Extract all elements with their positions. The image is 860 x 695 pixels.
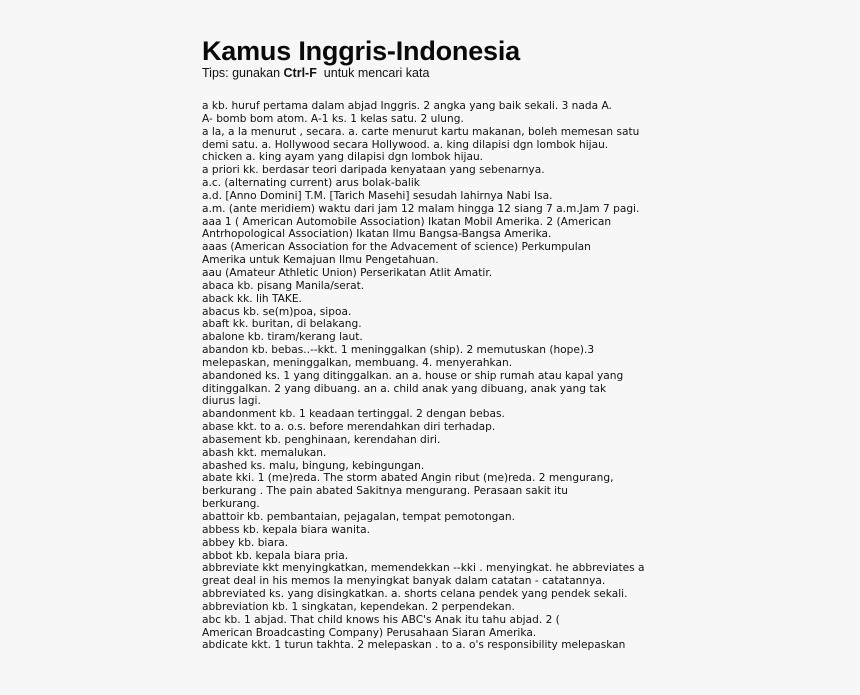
tip-shortcut-key: Ctrl-F	[283, 66, 317, 80]
dictionary-entry	[202, 472, 672, 511]
entry-text-line: abacus kb. se(m)poa, sipoa.	[202, 305, 352, 318]
dictionary-page	[202, 36, 672, 652]
dictionary-entry	[202, 318, 672, 331]
entry-text-line: chicken a. king ayam yang dilapisi dgn lombok hijau.	[202, 151, 484, 164]
page-title: Kamus Inggris-Indonesia	[202, 36, 520, 66]
entry-text-line: abasement kb. penghinaan, kerendahan diri.	[202, 433, 441, 446]
entry-text-line: abbey kb. biara.	[202, 536, 289, 549]
dictionary-entry	[202, 550, 672, 563]
dictionary-entries	[202, 100, 672, 652]
entry-text-line: abandoned ks. 1 yang ditinggalkan. an a. house or ship rumah atau kapal yang	[202, 369, 624, 382]
entry-text-line: aback kk. lih TAKE.	[202, 292, 302, 305]
entry-text-line: American Broadcasting Company) Perusahaan Siaran Amerika.	[202, 626, 537, 639]
dictionary-entry	[202, 639, 672, 652]
dictionary-entry	[202, 460, 672, 473]
entry-text-line: great deal in his memos Ia menyingkat banyak dalam catatan - catatannya.	[202, 575, 606, 588]
entry-text-line: a.c. (alternating current) arus bolak-balik	[202, 177, 420, 190]
entry-text-line: A- bomb bom atom. A-1 ks. 1 kelas satu. 2 ulung.	[202, 112, 464, 125]
entry-text-line: a kb. huruf pertama dalam abjad Inggris. 2 angka yang baik sekali. 3 nada A.	[202, 100, 612, 112]
dictionary-entry	[202, 344, 672, 370]
entry-text-line: abash kkt. memalukan.	[202, 446, 327, 459]
entry-text-line: abandonment kb. 1 keadaan tertinggal. 2 dengan bebas.	[202, 408, 505, 421]
entry-text-line: aaas (American Association for the Advacement of science) Perkumpulan	[202, 241, 591, 254]
dictionary-entry	[202, 241, 672, 267]
entry-text-line: a la, a la menurut , secara. a. carte menurut kartu makanan, boleh memesan satu	[202, 125, 640, 138]
entry-text-line: abbreviated ks. yang disingkatkan. a. shorts celana pendek yang pendek sekali.	[202, 588, 628, 601]
dictionary-entry	[202, 537, 672, 550]
dictionary-entry	[202, 447, 672, 460]
dictionary-entry	[202, 293, 672, 306]
entry-text-line: abandon kb. bebas..--kkt. 1 meninggalkan (ship). 2 memutuskan (hope).3	[202, 344, 595, 357]
entry-text-line: Antrhopological Association) Ikatan Ilmu Bangsa-Bangsa Amerika.	[202, 228, 552, 241]
entry-text-line: berkurang.	[202, 498, 260, 511]
entry-text-line: berkurang . The pain abated Sakitnya mengurang. Perasaan sakit itu	[202, 485, 568, 498]
entry-text-line: abbess kb. kepala biara wanita.	[202, 523, 370, 536]
entry-text-line: abashed ks. malu, bingung, kebingungan.	[202, 459, 425, 472]
entry-text-line: abbot kb. kepala biara pria.	[202, 549, 349, 562]
entry-text-line: abattoir kb. pembantaian, pejagalan, tempat pemotongan.	[202, 511, 515, 523]
entry-text-line: abbreviate kkt menyingkatkan, memendekkan --kki . menyingkat. he abbreviates a	[202, 562, 645, 575]
entry-text-line: abalone kb. tiram/kerang laut.	[202, 331, 363, 344]
entry-text-line: a priori kk. berdasar teori daripada kenyataan yang sebenarnya.	[202, 164, 545, 177]
dictionary-entry	[202, 216, 672, 242]
dictionary-entry	[202, 421, 672, 434]
dictionary-entry	[202, 524, 672, 537]
dictionary-entry	[202, 511, 672, 524]
dictionary-entry	[202, 177, 672, 190]
entry-text-line: abdicate kkt. 1 turun takhta. 2 melepaskan . to a. o's responsibility melepaskan	[202, 639, 626, 652]
dictionary-entry	[202, 434, 672, 447]
dictionary-entry	[202, 370, 672, 409]
entry-text-line: abate kki. 1 (me)reda. The storm abated Angin ribut (me)reda. 2 mengurang,	[202, 472, 614, 485]
entry-text-line: a.d. [Anno Domini] T.M. [Tarich Masehi] sesudah lahirnya Nabi Isa.	[202, 189, 553, 202]
entry-text-line: aaa 1 ( American Automobile Association) Ikatan Mobil Amerika. 2 (American	[202, 215, 612, 228]
dictionary-entry	[202, 100, 672, 126]
search-tip	[202, 66, 672, 80]
dictionary-entry	[202, 588, 672, 601]
dictionary-entry	[202, 562, 672, 588]
dictionary-entry	[202, 601, 672, 614]
entry-text-line: demi satu. a. Hollywood secara Hollywood. a. king dilapisi dgn lombok hijau.	[202, 138, 609, 151]
entry-text-line: aau (Amateur Athletic Union) Perserikatan Atlit Amatir.	[202, 266, 493, 279]
dictionary-entry	[202, 203, 672, 216]
tip-prefix: Tips: gunakan	[202, 66, 284, 80]
dictionary-entry	[202, 280, 672, 293]
dictionary-entry	[202, 408, 672, 421]
dictionary-entry	[202, 306, 672, 319]
entry-text-line: ditinggalkan. 2 yang dibuang. an a. child anak yang dibuang, anak yang tak	[202, 382, 607, 395]
dictionary-entry	[202, 614, 672, 640]
dictionary-entry	[202, 164, 672, 177]
dictionary-entry	[202, 331, 672, 344]
dictionary-entry	[202, 267, 672, 280]
dictionary-entry	[202, 126, 672, 165]
entry-text-line: Amerika untuk Kemajuan Ilmu Pengetahuan.	[202, 254, 439, 267]
entry-text-line: abc kb. 1 abjad. That child knows his ABC's Anak itu tahu abjad. 2 (	[202, 613, 560, 626]
entry-text-line: melepaskan, meninggalkan, membuang. 4. menyerahkan.	[202, 356, 513, 369]
dictionary-entry	[202, 190, 672, 203]
entry-text-line: abase kkt. to a. o.s. before merendahkan diri terhadap.	[202, 421, 496, 434]
entry-text-line: a.m. (ante meridiem) waktu dari jam 12 malam hingga 12 siang 7 a.m.Jam 7 pagi.	[202, 202, 640, 215]
tip-suffix: untuk mencari kata	[316, 66, 430, 80]
entry-text-line: abbreviation kb. 1 singkatan, kependekan. 2 perpendekan.	[202, 600, 515, 613]
entry-text-line: abaca kb. pisang Manila/serat.	[202, 279, 365, 292]
entry-text-line: abaft kk. buritan, di belakang.	[202, 318, 362, 331]
entry-text-line: diurus lagi.	[202, 395, 261, 408]
